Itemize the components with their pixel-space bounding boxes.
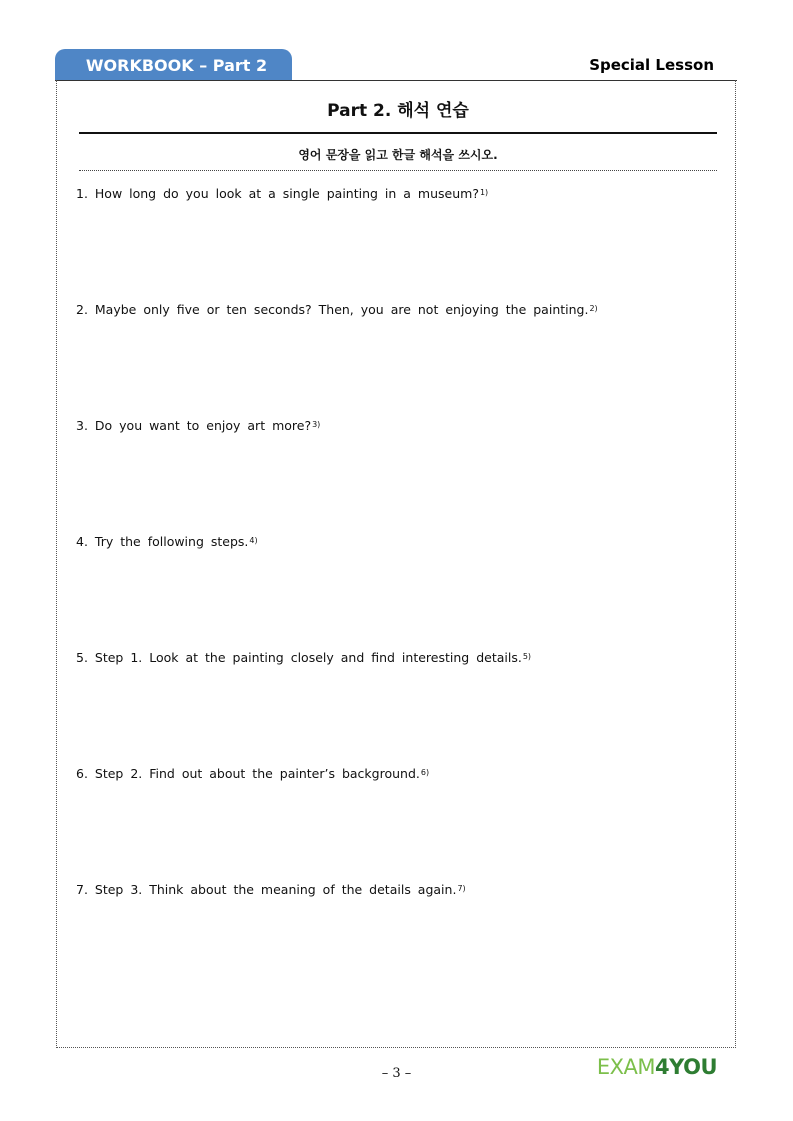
page-frame bbox=[56, 80, 736, 1048]
footnote-marker: 2) bbox=[589, 304, 598, 313]
footnote-marker: 3) bbox=[312, 420, 321, 429]
exercise-text: 2. Maybe only five or ten seconds? Then, you are not enjoying the painting. bbox=[76, 302, 589, 317]
logo-text-4you: 4YOU bbox=[655, 1055, 717, 1079]
exercise-item bbox=[76, 882, 466, 897]
exercise-text: 1. How long do you look at a single painting in a museum? bbox=[76, 186, 479, 201]
instruction-divider bbox=[79, 170, 717, 171]
exercise-text: 7. Step 3. Think about the meaning of the details again. bbox=[76, 882, 457, 897]
exercise-item bbox=[76, 766, 429, 781]
exercise-item bbox=[76, 186, 488, 201]
exercise-text: 5. Step 1. Look at the painting closely and find interesting details. bbox=[76, 650, 522, 665]
footnote-marker: 4) bbox=[249, 536, 258, 545]
footnote-marker: 6) bbox=[420, 768, 430, 777]
page-number: – 3 – bbox=[381, 1066, 412, 1081]
exercise-item bbox=[76, 650, 531, 665]
instruction-text: 영어 문장을 읽고 한글 해석을 쓰시오. bbox=[298, 148, 498, 162]
title-divider bbox=[79, 132, 717, 134]
footnote-marker: 5) bbox=[522, 652, 532, 661]
footnote-marker: 1) bbox=[479, 188, 489, 197]
logo-text-exam: EXAM bbox=[596, 1055, 656, 1079]
subject-label: Special Lesson bbox=[589, 56, 714, 74]
page-title: Part 2. 해석 연습 bbox=[327, 101, 469, 121]
exercise-text: 6. Step 2. Find out about the painter’s background. bbox=[76, 766, 420, 781]
exercise-text: 3. Do you want to enjoy art more? bbox=[76, 418, 312, 433]
tab-label: WORKBOOK – Part 2 bbox=[85, 55, 268, 75]
footnote-marker: 7) bbox=[457, 884, 466, 893]
workbook-part-tab bbox=[55, 49, 292, 81]
exercise-item bbox=[76, 302, 598, 317]
exercise-text: 4. Try the following steps. bbox=[76, 534, 249, 549]
exercise-item bbox=[76, 534, 258, 549]
exam4you-logo bbox=[597, 1055, 717, 1079]
exercise-item bbox=[76, 418, 320, 433]
